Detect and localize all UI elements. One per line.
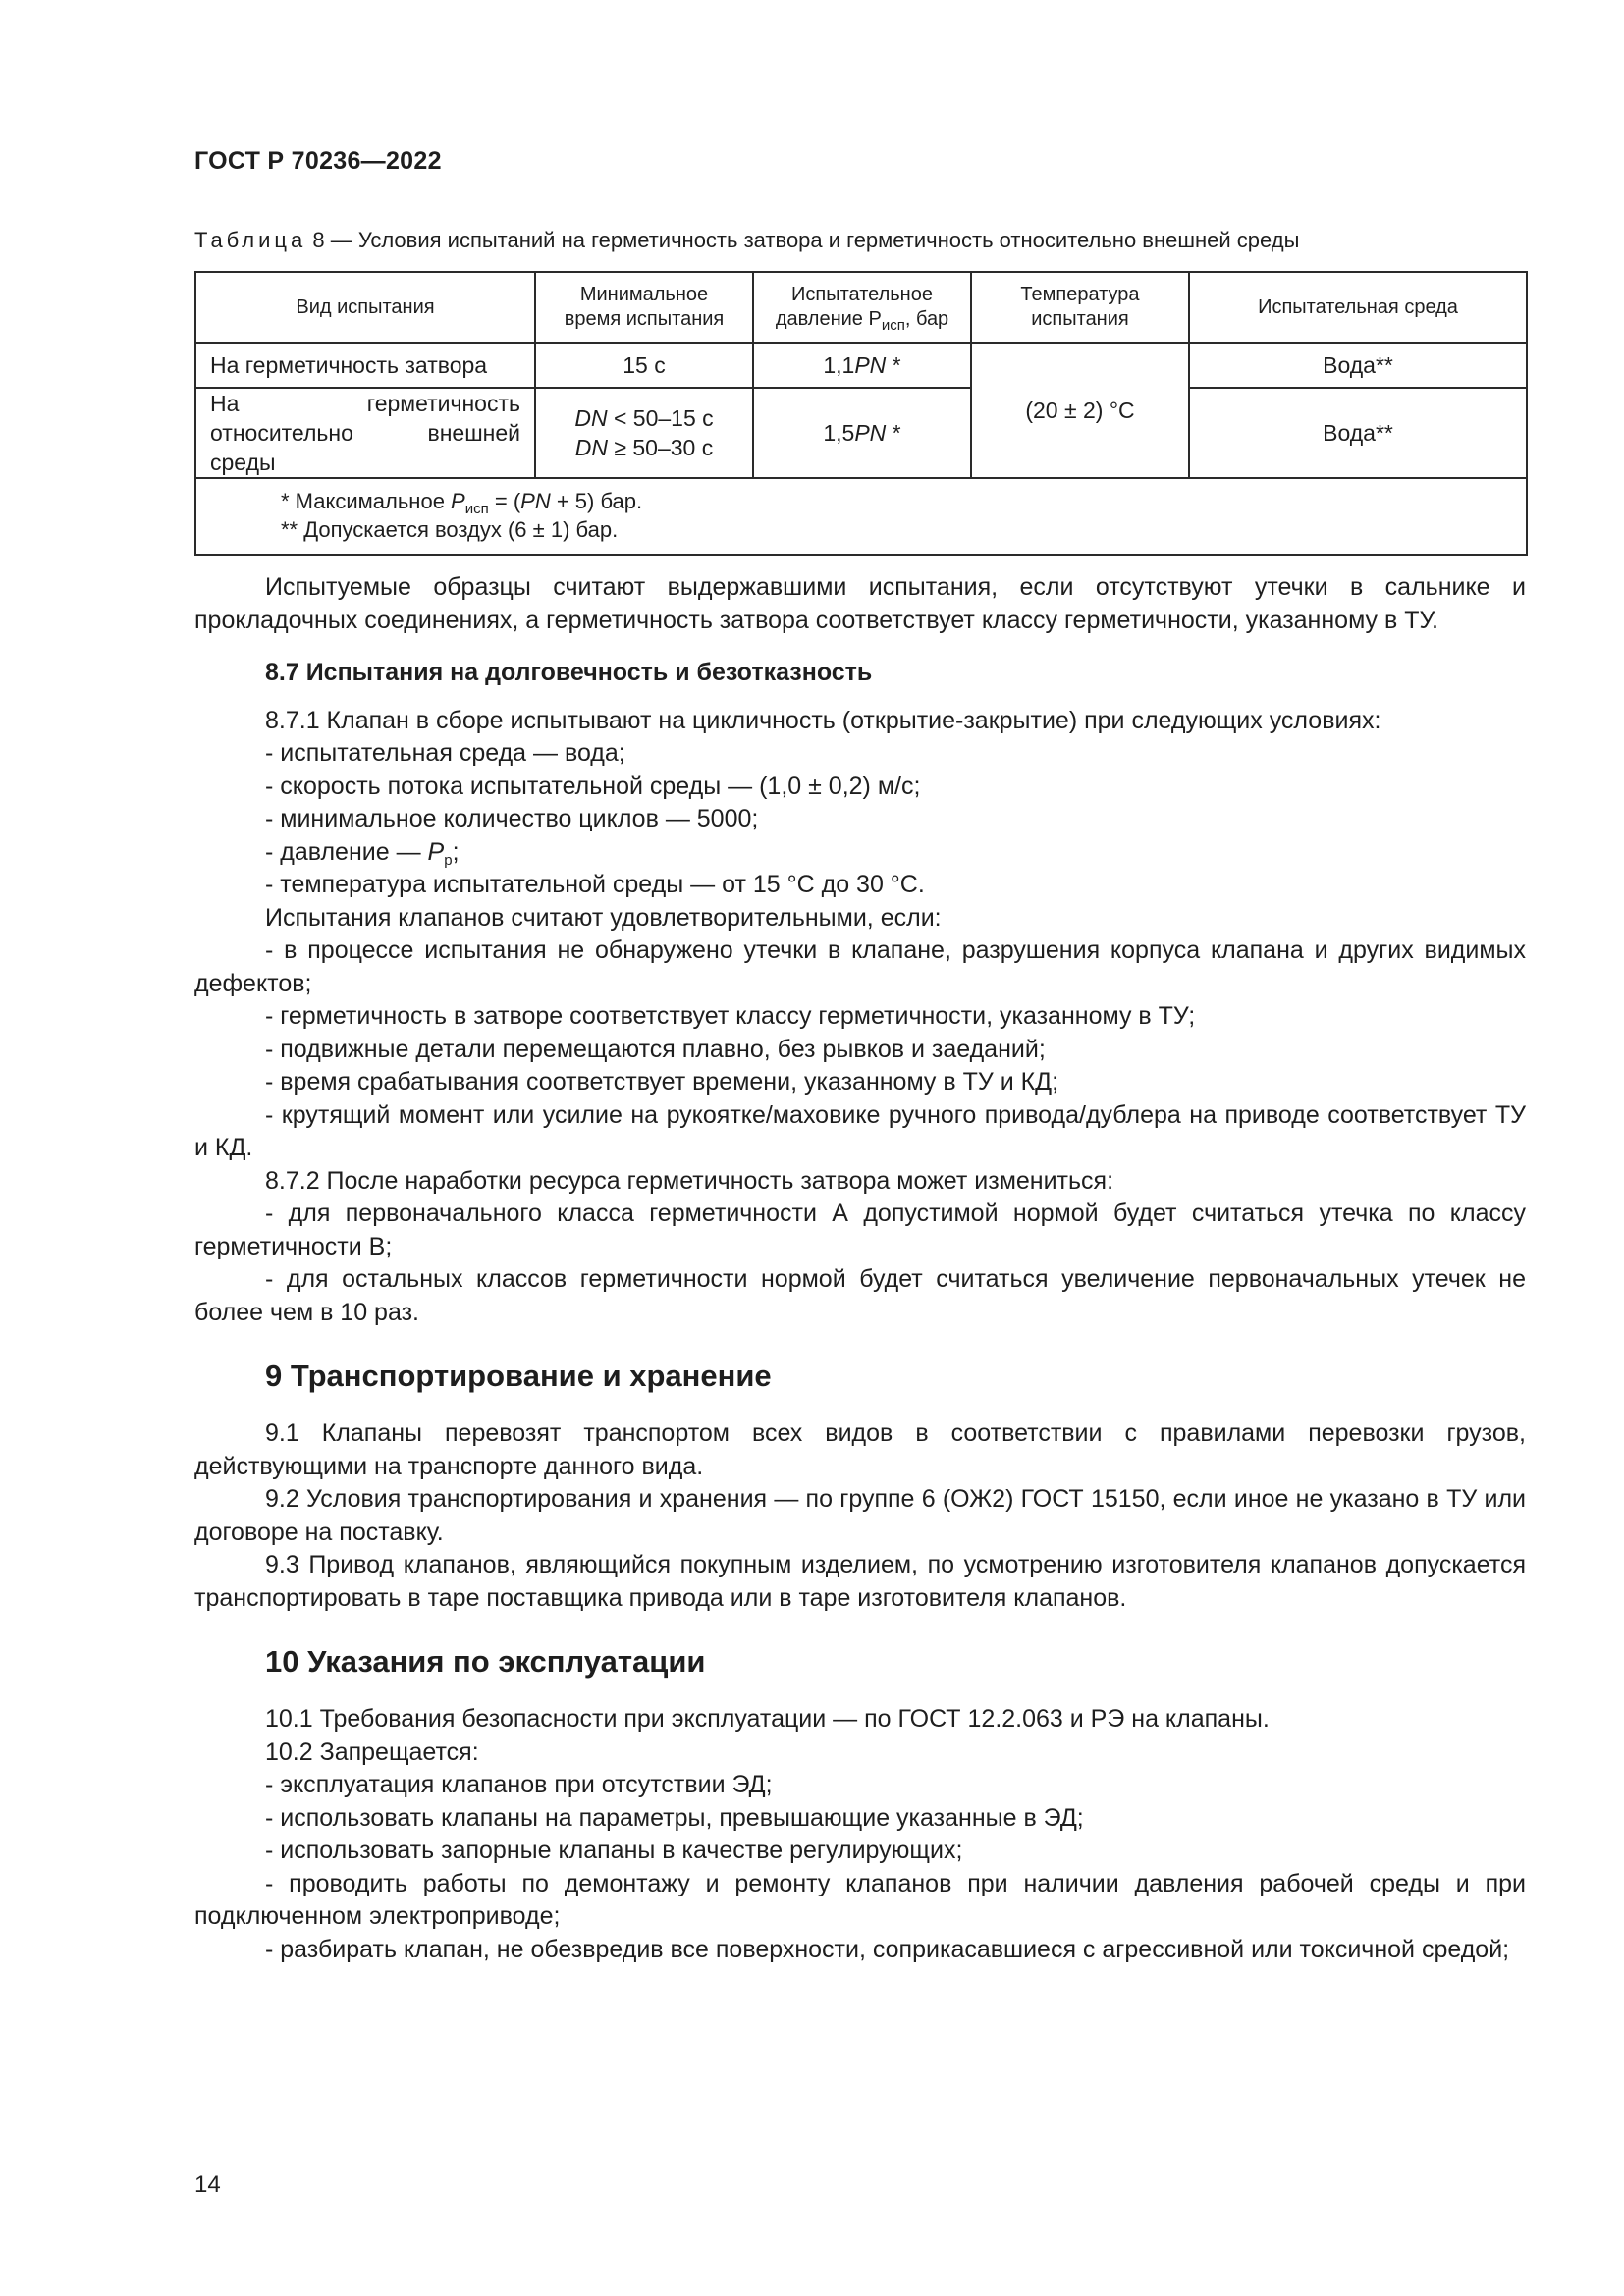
paragraph-8-7-2: 8.7.2 После наработки ресурса герметичность затвора может измениться: — [265, 1166, 1114, 1195]
page-number: 14 — [194, 2171, 221, 2198]
section-heading-9: 9 Транспортирование и хранение — [265, 1359, 772, 1393]
cell-min-time: 15 с — [535, 343, 753, 388]
list-item: - использовать запорные клапаны в качестве регулирующих; — [265, 1837, 963, 1864]
list-item: - время срабатывания соответствует времени, указанному в ТУ и КД; — [265, 1068, 1059, 1095]
list-item: - минимальное количество циклов — 5000; — [265, 805, 759, 832]
section-heading-10: 10 Указания по эксплуатации — [265, 1644, 706, 1679]
list-item: - подвижные детали перемещаются плавно, без рывков и заеданий; — [265, 1035, 1046, 1063]
table-notes — [195, 478, 1527, 555]
table-notes-row — [195, 478, 1527, 555]
cell-medium: Вода** — [1189, 343, 1527, 388]
list-item: - герметичность в затворе соответствует классу герметичности, указанному в ТУ; — [265, 1002, 1196, 1030]
paragraph: Испытания клапанов считают удовлетворительными, если: — [265, 903, 942, 932]
document-body — [194, 571, 1526, 1966]
list-item: - температура испытательной среды — от 15 °С до 30 °С. — [265, 871, 925, 898]
paragraph-10-2: 10.2 Запрещается: — [265, 1737, 479, 1766]
list-item: - эксплуатация клапанов при отсутствии ЭД; — [265, 1771, 773, 1798]
paragraph-10-1: 10.1 Требования безопасности при эксплуатации — по ГОСТ 12.2.063 и РЭ на клапаны. — [265, 1705, 1270, 1733]
paragraph-9-2: 9.2 Условия транспортирования и хранения — по группе 6 (ОЖ2) ГОСТ 15150, если иное не указано в ТУ или договоре на поставку. — [194, 1485, 1526, 1546]
header-min-time: Минимальное время испытания — [535, 272, 753, 343]
list-item: - испытательная среда — вода; — [265, 739, 625, 767]
header-test-type: Вид испытания — [195, 272, 535, 343]
list-item: - крутящий момент или усилие на рукоятке/маховике ручного привода/дублера на приводе соответствует ТУ и КД. — [194, 1100, 1526, 1161]
list-item: - для остальных классов герметичности нормой будет считаться увеличение первоначальных утечек не более чем в 10 раз. — [194, 1265, 1526, 1326]
header-test-medium: Испытательная среда — [1189, 272, 1527, 343]
list-item: - проводить работы по демонтажу и ремонту клапанов при наличии давления рабочей среды и при подключенном электроприводе; — [194, 1869, 1526, 1930]
paragraph: Испытуемые образцы считают выдержавшими испытания, если отсутствуют утечки в сальнике и прокладочных соединениях, а герметичность затвора соответствует классу герметичности, указанному в ТУ. — [194, 573, 1526, 634]
test-conditions-table — [194, 271, 1528, 556]
cell-medium: Вода** — [1189, 388, 1527, 478]
cell-pressure: 1,1PN * — [753, 343, 971, 388]
table-caption — [194, 228, 1530, 253]
cell-test-type: На герметичность относительно внешней среды — [195, 388, 535, 478]
cell-min-time: DN < 50–15 с DN ≥ 50–30 с — [535, 388, 753, 478]
paragraph-9-1: 9.1 Клапаны перевозят транспортом всех видов в соответствии с правилами перевозки грузов, действующими на транспорте данного вида. — [194, 1419, 1526, 1480]
list-item: - для первоначального класса герметичности А допустимой нормой будет считаться утечка по классу герметичности В; — [194, 1200, 1526, 1260]
paragraph-8-7-1: 8.7.1 Клапан в сборе испытывают на цикличность (открытие-закрытие) при следующих условиях: — [265, 706, 1381, 734]
document-header: ГОСТ Р 70236—2022 — [194, 147, 442, 175]
list-item: - разбирать клапан, не обезвредив все поверхности, соприкасавшиеся с агрессивной или токсичной средой; — [265, 1935, 1510, 1963]
table-row — [195, 343, 1527, 388]
list-item: - давление — $P_р$; — [265, 837, 460, 869]
table-header-row — [195, 272, 1527, 343]
cell-pressure: 1,5PN * — [753, 388, 971, 478]
header-test-temperature: Температура испытания — [971, 272, 1189, 343]
cell-test-type: На герметичность затвора — [195, 343, 535, 388]
list-item: - в процессе испытания не обнаружено утечки в клапане, разрушения корпуса клапана и других видимых дефектов; — [194, 936, 1526, 997]
table-caption-text: 8 — Условия испытаний на герметичность затвора и герметичность относительно внешней среды — [306, 228, 1300, 252]
header-test-pressure: Испытательное давление $P_{исп}$, бар — [753, 272, 971, 343]
table-caption-word: Таблица — [194, 228, 307, 252]
subsection-heading-8-7: 8.7 Испытания на долговечность и безотказность — [265, 659, 873, 686]
table-note-1: * Максимальное $P_{исп} = (PN + 5)$ бар. — [281, 489, 643, 517]
list-item: - использовать клапаны на параметры, превышающие указанные в ЭД; — [265, 1803, 1084, 1832]
paragraph-9-3: 9.3 Привод клапанов, являющийся покупным изделием, по усмотрению изготовителя клапанов допускается транспортировать в таре поставщика привода или в таре изготовителя клапанов. — [194, 1551, 1526, 1612]
list-item: - скорость потока испытательной среды — (1,0 ± 0,2) м/с; — [265, 772, 921, 800]
table-note-2: ** Допускается воздух (6 ± 1) бар. — [281, 517, 619, 542]
cell-temperature: (20 ± 2) °С — [971, 343, 1189, 478]
table-row — [195, 388, 1527, 478]
